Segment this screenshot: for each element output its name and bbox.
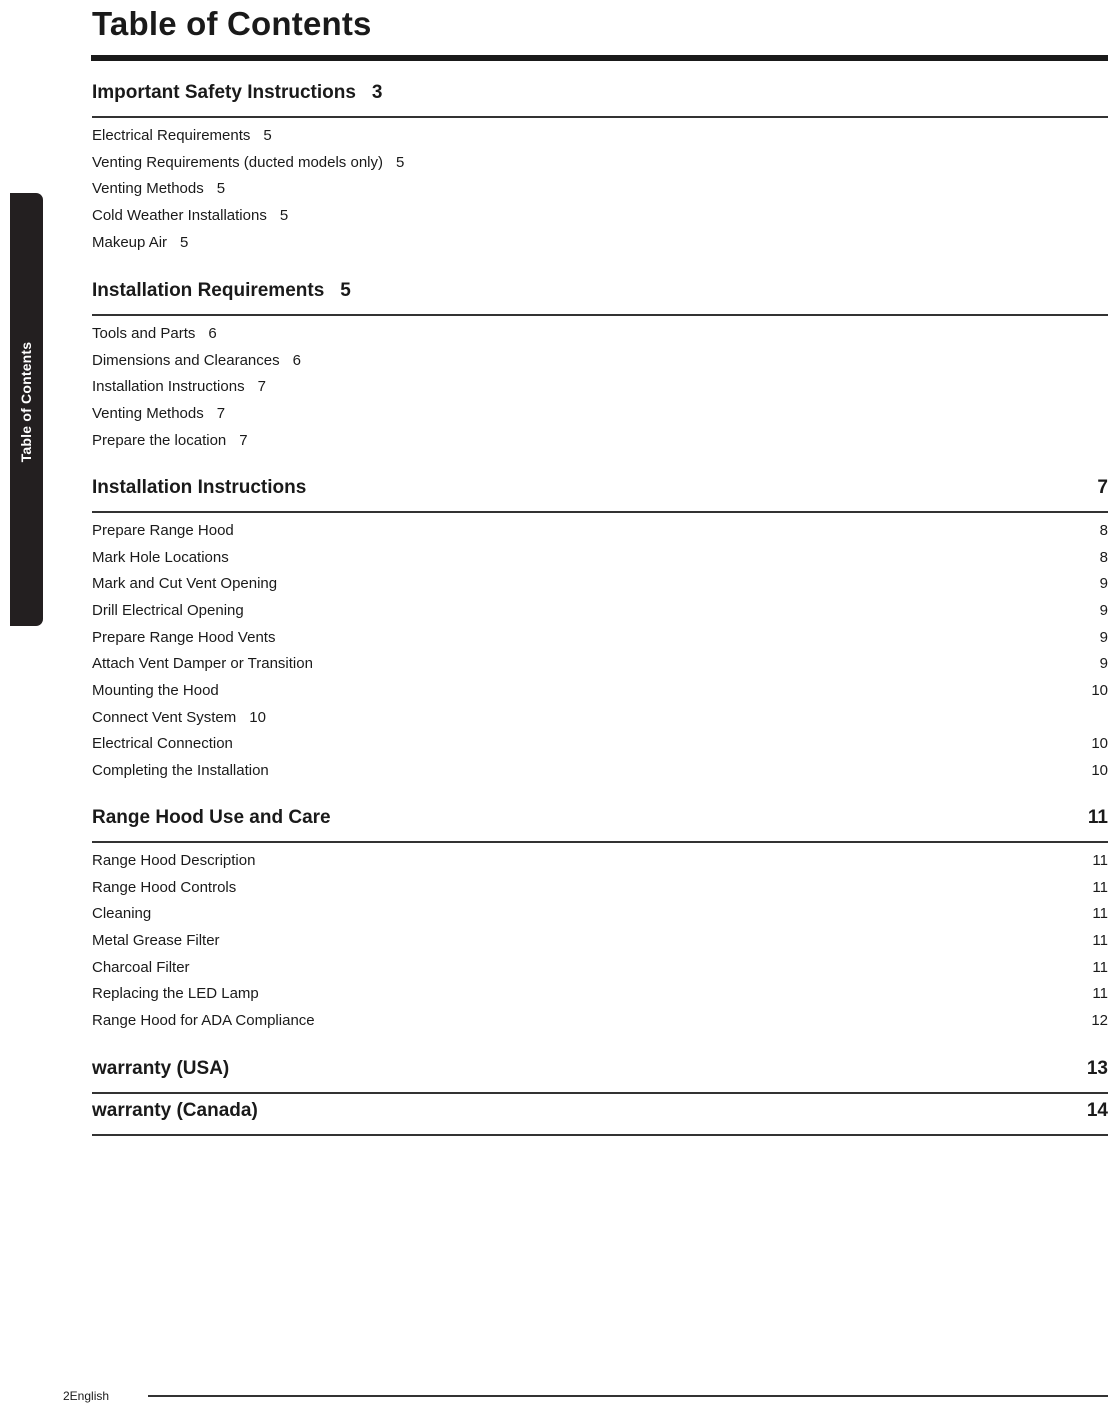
entry-label: Mounting the Hood [92,681,219,699]
entry-page-number: 8 [1099,548,1108,566]
entry-page-number: 10 [1091,735,1108,753]
toc-entry[interactable] [92,373,1108,400]
entry-page-number: 5 [180,233,189,251]
entry-page-number: 11 [1092,851,1108,869]
entry-page-number: 9 [1099,601,1108,619]
entry-label: Mark Hole Locations [92,548,229,566]
toc-entry[interactable] [92,175,1108,202]
section-title: Installation Requirements [92,280,325,301]
entry-label: Electrical Requirements [92,126,251,144]
section-page-number: 5 [340,280,351,301]
entry-label: Replacing the LED Lamp [92,985,259,1003]
toc-entry[interactable] [92,202,1108,229]
entry-left [92,234,188,251]
toc-entry[interactable] [92,517,1108,544]
section-rule [92,116,1108,118]
entry-left [92,207,288,224]
toc-entry[interactable] [92,677,1108,704]
toc-entry[interactable] [92,1007,1108,1034]
entry-page-number: 10 [249,708,266,726]
toc-entry[interactable] [92,847,1108,874]
entry-left [92,629,275,646]
entry-left [92,879,236,896]
section-title: Range Hood Use and Care [92,807,331,828]
entry-label: Completing the Installation [92,762,269,780]
entry-page-number: 8 [1099,521,1108,539]
section-page-number: 14 [1086,1100,1108,1121]
section-rule [92,841,1108,843]
entry-page-number: 5 [396,153,405,171]
entry-left [92,325,217,342]
entry-page-number: 12 [1091,1011,1108,1029]
entry-page-number: 10 [1091,762,1108,780]
entry-label: Cleaning [92,905,152,923]
toc-entry[interactable] [92,427,1108,454]
section-page-number: 3 [371,82,383,103]
section-rule [92,1092,1108,1094]
title-rule [91,55,1108,61]
entry-page-number: 7 [216,404,226,422]
entry-page-number: 9 [1099,575,1108,593]
toc-entry[interactable] [92,980,1108,1007]
entry-label: Venting Requirements (ducted models only) [92,153,383,171]
section-heading-left [92,280,351,302]
entry-left [92,905,151,922]
section-title: Important Safety Instructions [92,82,356,103]
entry-left [92,762,269,779]
toc-entry[interactable] [92,597,1108,624]
entry-left [92,154,404,171]
entry-label: Mark and Cut Vent Opening [92,575,278,593]
section-heading-left [92,1058,229,1080]
section-heading[interactable] [92,276,1108,306]
entry-left [92,432,248,449]
section-heading-left [92,807,331,829]
entry-label: Venting Methods [92,404,204,422]
toc-entry[interactable] [92,900,1108,927]
section-page-number: 7 [1097,477,1108,498]
section-heading[interactable] [92,803,1108,833]
entry-label: Prepare the location [92,431,227,449]
section-heading[interactable] [92,1054,1108,1084]
page-title: Table of Contents [92,5,372,42]
entry-left [92,682,219,699]
entry-page-number: 5 [216,180,226,198]
toc-section-installation-requirements [92,276,1108,453]
toc-entry[interactable] [92,320,1108,347]
entry-left [92,405,225,422]
entry-left [92,127,272,144]
toc-entry[interactable] [92,544,1108,571]
toc-entry[interactable] [92,874,1108,901]
section-page-number: 13 [1086,1058,1108,1079]
entry-page-number: 5 [279,206,289,224]
entry-left [92,932,220,949]
toc-entry[interactable] [92,229,1108,256]
entry-label: Electrical Connection [92,735,233,753]
section-title: Installation Instructions [92,477,307,498]
toc-section-warranty-canada [92,1096,1108,1136]
entry-left [92,378,266,395]
footer-page-number: 2English [63,1389,110,1403]
toc-entry[interactable] [92,927,1108,954]
entry-page-number: 6 [208,324,217,342]
entry-left [92,352,301,369]
entry-left [92,549,229,566]
entry-label: Range Hood Controls [92,878,237,896]
section-heading[interactable] [92,78,1108,108]
section-heading-left [92,477,306,499]
entry-left [92,655,313,672]
toc-entry[interactable] [92,122,1108,149]
toc-entry[interactable] [92,570,1108,597]
toc-section-installation-instructions [92,473,1108,784]
section-heading[interactable] [92,473,1108,503]
entry-left [92,602,244,619]
toc-section-warranty-usa [92,1054,1108,1094]
entry-label: Venting Methods [92,180,204,198]
entry-label: Prepare Range Hood [92,521,234,539]
section-rule [92,1134,1108,1136]
entry-left [92,735,233,752]
toc-entry[interactable] [92,704,1108,731]
toc-section-important-safety-instructions [92,78,1108,255]
section-heading[interactable] [92,1096,1108,1126]
entry-label: Dimensions and Clearances [92,351,280,369]
toc-entry[interactable] [92,624,1108,651]
toc-entry[interactable] [92,731,1108,758]
entry-label: Charcoal Filter [92,958,190,976]
entry-label: Makeup Air [92,233,168,251]
toc-entry[interactable] [92,347,1108,374]
toc-entry[interactable] [92,149,1108,176]
entry-label: Cold Weather Installations [92,206,267,224]
entry-page-number: 6 [292,351,301,369]
entry-left [92,1012,315,1029]
entry-left [92,985,259,1002]
entry-page-number: 9 [1099,628,1108,646]
entry-page-number: 7 [257,378,266,396]
entry-left [92,180,225,197]
entry-left [92,852,255,869]
entry-label: Prepare Range Hood Vents [92,628,276,646]
entry-label: Attach Vent Damper or Transition [92,655,313,673]
toc-section-range-hood-use-and-care [92,803,1108,1034]
entry-page-number: 10 [1091,681,1108,699]
toc-entry[interactable] [92,650,1108,677]
section-heading-left [92,1100,258,1122]
side-tab-label: Table of Contents [18,341,34,463]
entry-page-number: 7 [239,431,248,449]
entry-label: Tools and Parts [92,324,196,342]
entry-page-number: 5 [263,126,272,144]
entry-left [92,575,277,592]
toc-entry[interactable] [92,954,1108,981]
section-title: warranty (USA) [92,1058,230,1079]
entry-page-number: 11 [1092,985,1108,1003]
entry-label: Installation Instructions [92,378,245,396]
entry-label: Metal Grease Filter [92,931,220,949]
entry-label: Range Hood Description [92,851,256,869]
entry-left [92,522,234,539]
section-title: warranty (Canada) [92,1100,258,1121]
entry-page-number: 11 [1092,931,1108,949]
entry-label: Range Hood for ADA Compliance [92,1011,315,1029]
entry-page-number: 11 [1092,905,1108,923]
toc-entry[interactable] [92,757,1108,784]
section-rule [92,314,1108,316]
entry-left [92,959,190,976]
section-rule [92,511,1108,513]
footer-rule [148,1395,1108,1397]
toc-entry[interactable] [92,400,1108,427]
entry-left [92,709,266,726]
entry-label: Connect Vent System [92,708,237,726]
entry-page-number: 11 [1092,958,1108,976]
entry-label: Drill Electrical Opening [92,601,244,619]
entry-page-number: 11 [1092,878,1108,896]
section-heading-left [92,82,383,104]
entry-page-number: 9 [1099,655,1108,673]
section-page-number: 11 [1087,807,1108,828]
